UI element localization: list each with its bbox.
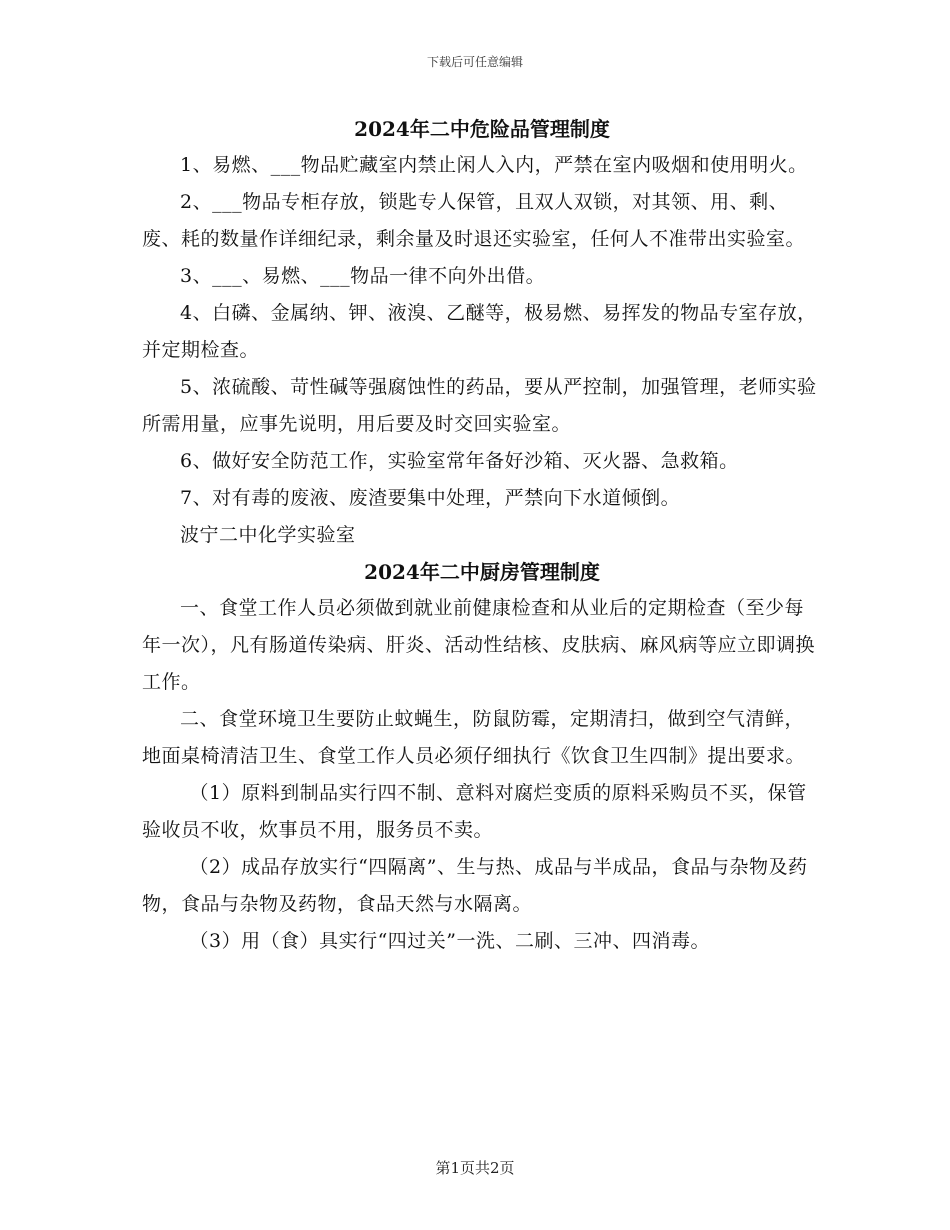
section1-signature: 波宁二中化学实验室: [180, 524, 356, 546]
section1-item-5: 5、浓硫酸、苛性碱等强腐蚀性的药品，要从严控制，加强管理，老师实验所需用量，应事先说明，用后要及时交回实验室。: [142, 376, 817, 435]
section2-item-1: 一、食堂工作人员必须做到就业前健康检查和从业后的定期检查（至少每年一次），凡有肠道传染病、肝炎、活动性结核、皮肤病、麻风病等应立即调换工作。: [142, 597, 816, 693]
document-body: [142, 111, 822, 960]
section2-subitem-1: （1）原料到制品实行四不制、意料对腐烂变质的原料采购员不买，保管验收员不收，炊事员不用，服务员不卖。: [142, 782, 807, 841]
section2-item-2: 二、食堂环境卫生要防止蚊蝇生，防鼠防霉，定期清扫，做到空气清鲜，地面桌椅清洁卫生、食堂工作人员必须仔细执行《饮食卫生四制》提出要求。: [142, 708, 806, 767]
section2-subitem-2: （2）成品存放实行“四隔离”、生与热、成品与半成品，食品与杂物及药物，食品与杂物及药物，食品天然与水隔离。: [142, 856, 808, 915]
section1-item-3: 3、___、易燃、___物品一律不向外出借。: [180, 265, 546, 287]
section1-item-2: 2、___物品专柜存放，锁匙专人保管，且双人双锁，对其领、用、剩、废、耗的数量作详细纪录，剩余量及时退还实验室，任何人不准带出实验室。: [142, 191, 806, 250]
header-note: 下载后可任意编辑: [426, 55, 523, 69]
page-number: 第1页共2页: [435, 1159, 515, 1177]
section1-item-1: 1、易燃、___物品贮藏室内禁止闲人入内，严禁在室内吸烟和使用明火。: [180, 154, 808, 176]
section1-title: 2024年二中危险品管理制度: [354, 117, 610, 141]
section1-item-7: 7、对有毒的废液、废渣要集中处理，严禁向下水道倾倒。: [180, 487, 681, 509]
section2-title: 2024年二中厨房管理制度: [364, 560, 600, 584]
section1-item-6: 6、做好安全防范工作，实验室常年备好沙箱、灭火器、急救箱。: [180, 450, 739, 472]
section1-item-4: 4、白磷、金属纳、钾、液溴、乙醚等，极易燃、易挥发的物品专室存放，并定期检查。: [142, 302, 817, 361]
section2-subitem-3: （3）用（食）具实行“四过关”一洗、二刷、三冲、四消毒。: [189, 930, 711, 952]
